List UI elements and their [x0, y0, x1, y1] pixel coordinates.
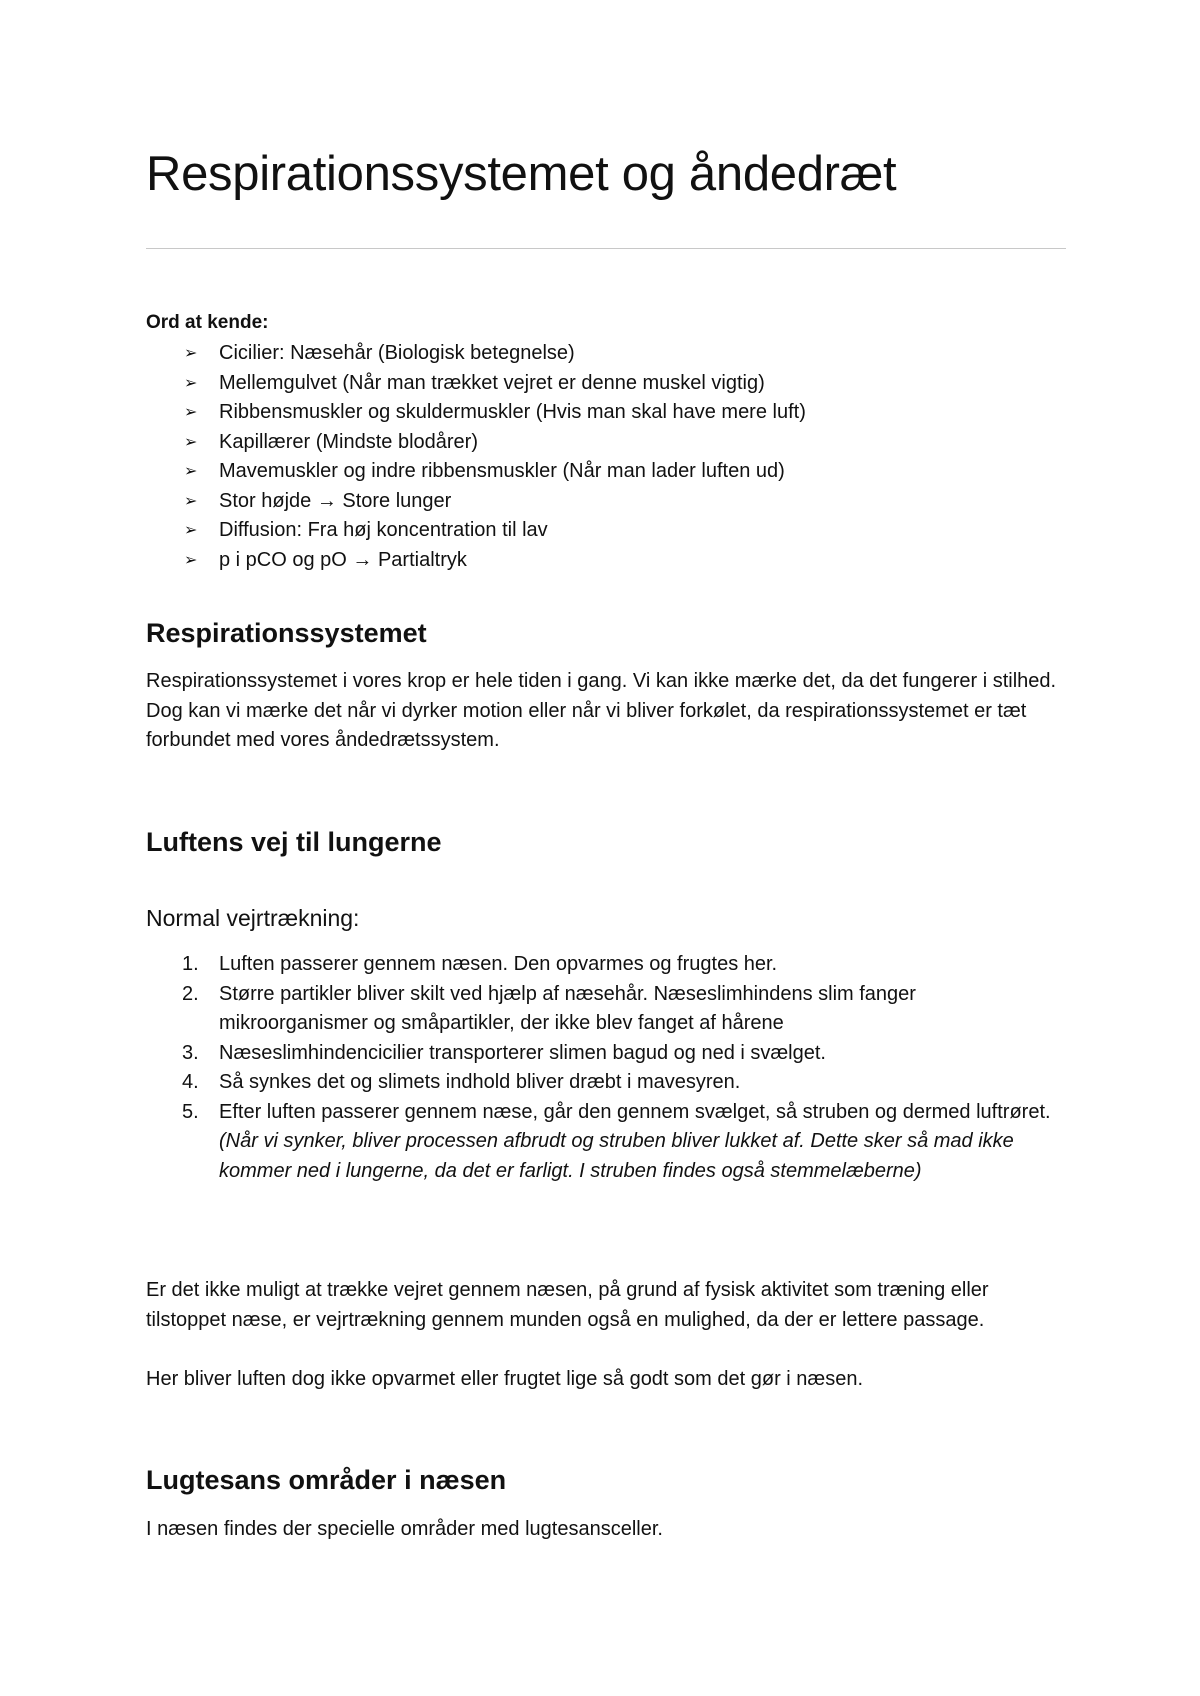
list-item-text: Cicilier: Næsehår (Biologisk betegnelse) [219, 342, 575, 364]
words-list [146, 339, 806, 575]
list-number: 3. [182, 1041, 199, 1064]
list-item [146, 1098, 1066, 1187]
breathing-steps-list [146, 950, 1066, 1186]
section-paragraph: Her bliver luften dog ikke opvarmet eller frugtet lige så godt som det gør i næsen. [146, 1368, 864, 1390]
list-item-text: Næseslimhindencicilier transporterer slimen bagud og ned i svælget. [219, 1041, 826, 1064]
list-item [146, 339, 806, 369]
list-item [146, 980, 1066, 1039]
list-number: 2. [182, 982, 199, 1005]
section-heading-airway: Luftens vej til lungerne [146, 827, 442, 857]
words-label: Ord at kende: [146, 312, 269, 333]
list-item [146, 457, 806, 487]
list-item-text: Diffusion: Fra høj koncentration til lav [219, 519, 548, 541]
arrow-bullet-icon: ➢ [184, 374, 198, 392]
section-paragraph: Er det ikke muligt at trække vejret gennem næsen, på grund af fysisk aktivitet som træning eller tilstoppet næse, er vejrtrækning gennem munden også en mulighed, da der er lettere passage. [146, 1279, 989, 1331]
list-item-text: Så synkes det og slimets indhold bliver dræbt i mavesyren. [219, 1071, 741, 1093]
list-item-text: Større partikler bliver skilt ved hjælp af næsehår. Næseslimhindens slim fanger mikroorganismer og småpartikler, der ikke blev fanget af hårene [219, 982, 916, 1034]
list-item [146, 398, 806, 428]
list-item [146, 369, 806, 399]
section-heading-respiration: Respirationssystemet [146, 618, 427, 648]
arrow-bullet-icon: ➢ [184, 522, 198, 539]
arrow-bullet-icon: ➢ [184, 345, 198, 362]
list-item [146, 950, 1066, 980]
list-item-text: Ribbensmuskler og skuldermuskler (Hvis man skal have mere luft) [219, 401, 806, 423]
document-title: Respirationssystemet og åndedræt [146, 147, 897, 201]
subheading-normal-breathing: Normal vejrtrækning: [146, 905, 360, 931]
list-number: 4. [182, 1071, 199, 1093]
list-item [146, 487, 806, 517]
list-item-note: (Når vi synker, bliver processen afbrudt og struben bliver lukket af. Dette sker så mad ikke kommer ned i lungerne, da det er farligt. I struben findes også stemmelæberne) [219, 1130, 1014, 1182]
list-item-text: Stor højde → Store lunger [219, 489, 452, 512]
list-item [146, 428, 806, 458]
list-number: 1. [182, 953, 199, 975]
list-item [146, 1039, 1066, 1069]
list-item [146, 546, 806, 576]
list-number: 5. [182, 1100, 199, 1123]
arrow-bullet-icon: ➢ [184, 492, 198, 510]
arrow-bullet-icon: ➢ [184, 404, 198, 421]
list-item [146, 1068, 1066, 1098]
arrow-bullet-icon: ➢ [184, 433, 198, 451]
list-item-text: Mellemgulvet (Når man trækket vejret er denne muskel vigtig) [219, 371, 765, 394]
list-item-text: Kapillærer (Mindste blodårer) [219, 430, 478, 453]
list-item-text: Luften passerer gennem næsen. Den opvarmes og frugtes her. [219, 953, 778, 975]
section-heading-smell: Lugtesans områder i næsen [146, 1465, 507, 1495]
list-item-text: Efter luften passerer gennem næse, går den gennem svælget, så struben og dermed luftrøret. [219, 1100, 1051, 1123]
list-item-text: p i pCO og pO → Partialtryk [219, 548, 467, 571]
list-item-text: Mavemuskler og indre ribbensmuskler (Når man lader luften ud) [219, 460, 785, 482]
arrow-bullet-icon: ➢ [184, 551, 198, 569]
title-divider [146, 248, 1066, 249]
arrow-bullet-icon: ➢ [184, 463, 198, 480]
list-item [146, 516, 806, 546]
section-paragraph: Respirationssystemet i vores krop er hele tiden i gang. Vi kan ikke mærke det, da det fungerer i stilhed. Dog kan vi mærke det når vi dyrker motion eller når vi bliver forkølet, da respirationssystemet er tæt forbundet med vores åndedrætssystem. [146, 670, 1057, 751]
section-paragraph: I næsen findes der specielle områder med lugtesansceller. [146, 1518, 663, 1540]
